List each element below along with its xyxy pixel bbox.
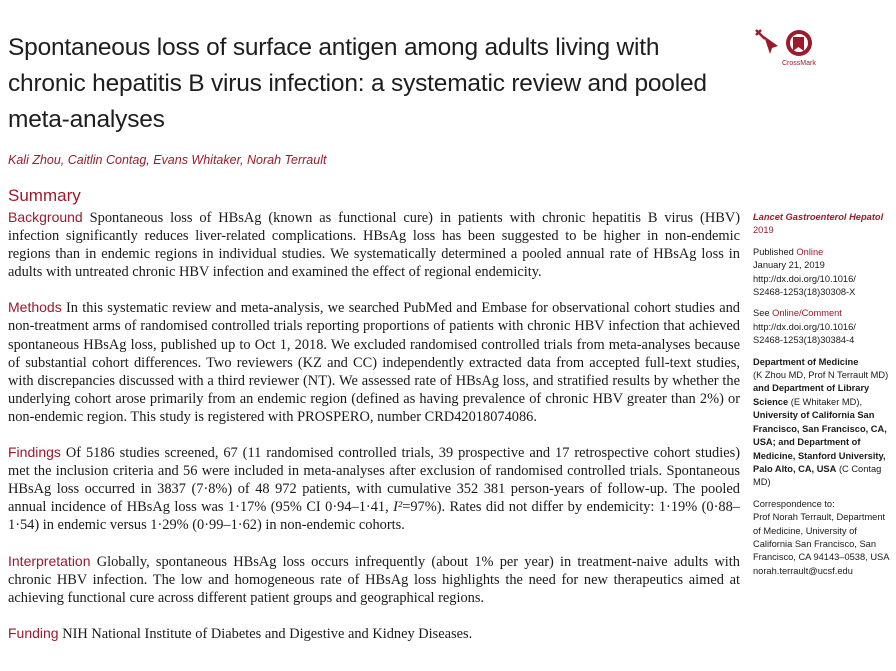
aff-1: Department of Medicine [753, 356, 859, 367]
interpretation-label: Interpretation [8, 552, 91, 569]
see-block [753, 307, 893, 347]
funding-label: Funding [8, 624, 59, 641]
doi-link-2b[interactable]: S2468-1253(18)30384-4 [753, 335, 855, 346]
abstract-body [8, 208, 740, 660]
summary-heading: Summary [8, 186, 81, 205]
aff-3-authors: (C Contag MD) [753, 463, 882, 488]
methods-paragraph [8, 298, 740, 426]
doi-link-1[interactable]: http://dx.doi.org/10.1016/ [753, 273, 856, 284]
funding-text: NIH National Institute of Diabetes and Digestive and Kidney Diseases. [62, 625, 473, 642]
aff-1-authors: (K Zhou MD, Prof N Terrault MD) [753, 370, 889, 381]
aff-2: and Department of Library Science [753, 383, 870, 407]
crossmark-label: CrossMark [782, 60, 816, 67]
correspondence-email[interactable]: norah.terrault@ucsf.edu [753, 565, 853, 576]
correspondence-address: Prof Norah Terrault, Department of Medicine, University of California San Francisco, San Francisco, CA 94143–0538, USA [753, 512, 890, 563]
findings-label: Findings [8, 444, 61, 461]
background-paragraph [8, 208, 740, 281]
background-text: Spontaneous loss of HBsAg (known as functional cure) in patients with chronic hepatitis B virus (HBV) infection significantly reduces liver-related complications. HBsAg loss has been suggested to be higher in non-endemic regions than in endemic regions in individual studies. We systematically determined a pooled annual rate of HBsAg loss in adults with untreated chronic HBV infection and examined the effect of regional endemicity. [8, 210, 741, 281]
findings-text-a: Of 5186 studies screened, 67 (11 randomised controlled trials, 39 prospective and 17 retrospective cohort studies) met the inclusion criteria and 56 were included in meta-analyses after exclusion of randomised controlled trials. Spontaneous HBsAg loss occurred in 3837 (7·8%) of 48 972 patients, with cumulative 352 381 person-years of follow-up. The pooled annual incidence of HBsAg loss was 1·17% (95% CI 0·94–1·41, [8, 445, 740, 516]
correspondence-label: Correspondence to: [753, 498, 835, 509]
crossmark-icon [752, 26, 822, 76]
interpretation-text: Globally, spontaneous HBsAg loss occurs infrequently (about 1% per year) in treatment-naive adults with chronic HBV infection. The low and homogeneous rate of HBsAg loss highlights the need for new therapeutics aimed at achieving functional cure across different patient groups and geographical regions. [8, 553, 740, 606]
see-comment-link[interactable]: Online/Comment [772, 308, 842, 319]
sidebar [753, 211, 893, 586]
affiliations [753, 356, 893, 490]
author-list: Kali Zhou, Caitlin Contag, Evans Whitaker, Norah Terrault [8, 153, 327, 167]
correspondence [753, 498, 893, 578]
doi-link-1b[interactable]: S2468-1253(18)30308-X [753, 287, 856, 298]
interpretation-paragraph [8, 552, 740, 607]
background-label: Background [8, 209, 83, 225]
aff-2-authors: (E Whitaker MD), [790, 396, 863, 407]
findings-i2: I² [393, 499, 403, 516]
published-line: Published Online [753, 246, 824, 257]
journal-name: Lancet Gastroenterol Hepatol [753, 212, 884, 222]
crossmark-badge[interactable] [752, 26, 822, 76]
see-line: See Online/Comment [753, 308, 842, 319]
published-block [753, 246, 893, 300]
published-online: Online [796, 246, 824, 257]
journal-block [753, 211, 893, 238]
journal-year: 2019 [753, 225, 774, 236]
methods-label: Methods [8, 299, 62, 316]
funding-paragraph [8, 624, 740, 643]
aff-3: University of California San Francisco, San Francisco, CA, USA; and Department of Medicine, Stanford University, Palo Alto, CA, USA [753, 410, 887, 474]
methods-text: In this systematic review and meta-analysis, we searched PubMed and Embase for observational cohort studies and non-treatment arms of randomised controlled trials reporting proportions of patients with chronic HBV infection that achieved spontaneous HBsAg loss, published up to Oct 1, 2018. We excluded randomised controlled trials from meta-analyses because of substantial cohort differences. Two reviewers (KZ and CC) independently extracted data from accepted full-text studies, with discrepancies discussed with a third reviewer (NT). We assessed rate of HBsAg loss, and stratified results by whether the underlying cohort arose primarily from an endemic region (defined as having prevalence of chronic HBV greater than 2%) or non-endemic region. This study is registered with PROSPERO, number CRD42018074086. [8, 300, 740, 425]
doi-link-2[interactable]: http://dx.doi.org/10.1016/ [753, 321, 856, 332]
article-title: Spontaneous loss of surface antigen among adults living with chronic hepatitis B virus infection: a systematic review and pooled meta-analyses [8, 34, 707, 133]
findings-paragraph [8, 443, 740, 534]
findings-text-b: =97%). Rates did not differ by endemicity: 1·19% (0·88–1·54) in endemic versus 1·29% (0·99–1·62) in non-endemic cohorts. [8, 499, 740, 534]
published-date: January 21, 2019 [753, 260, 825, 271]
